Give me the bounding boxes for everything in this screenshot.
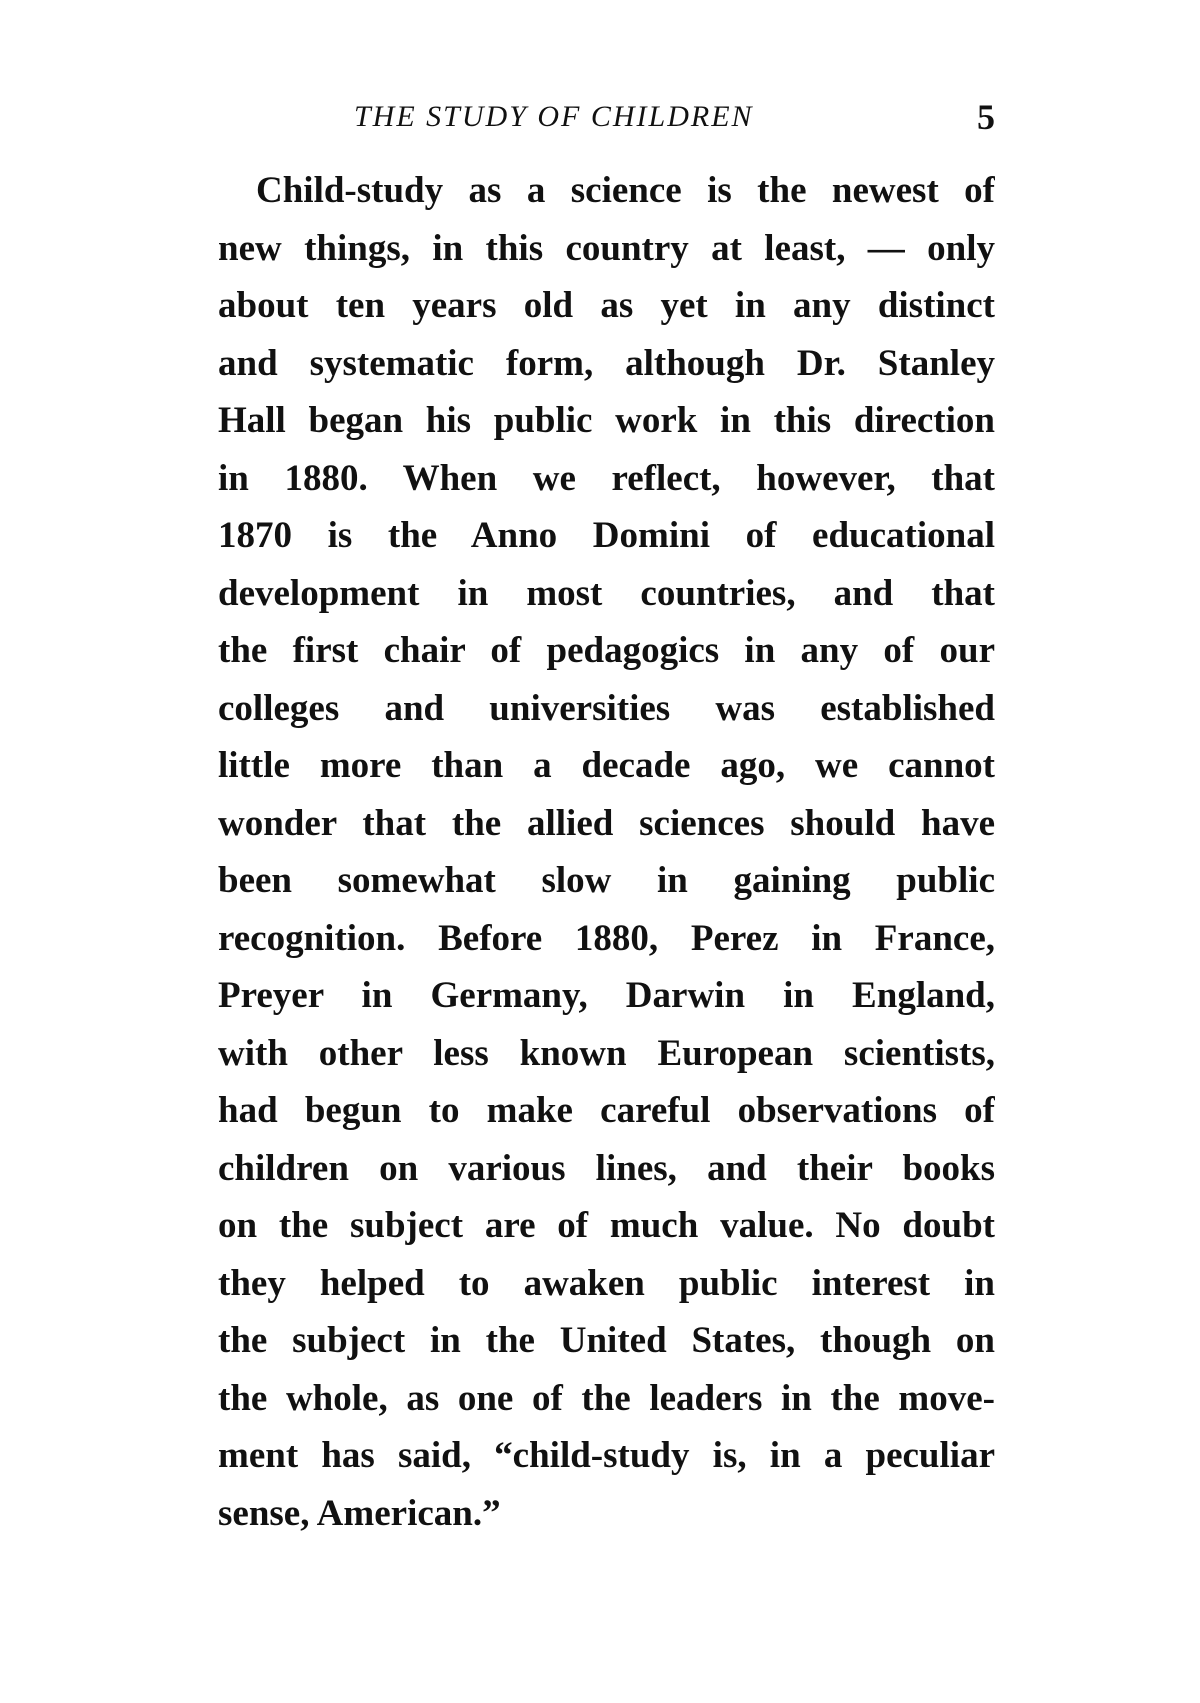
text-line: on the subject are of much value. No doubt: [218, 1205, 995, 1246]
text-line: sense, American.”: [218, 1492, 501, 1534]
running-title: THE STUDY OF CHILDREN: [354, 100, 754, 133]
text-line: the whole, as one of the leaders in the move-: [218, 1377, 995, 1419]
text-line: wonder that the allied sciences should have: [218, 802, 995, 844]
text-line: new things, in this country at least, — only: [218, 227, 995, 269]
text-line: the subject in the United States, though on: [218, 1320, 995, 1361]
text-line: 1870 is the Anno Domini of educational: [218, 515, 995, 556]
text-line: ment has said, “child-study is, in a peculiar: [218, 1435, 995, 1476]
text-line: had begun to make careful observations of: [218, 1090, 995, 1131]
text-line: they helped to awaken public interest in: [218, 1262, 995, 1304]
text-line: been somewhat slow in gaining public: [218, 860, 995, 901]
text-line: little more than a decade ago, we cannot: [218, 745, 995, 786]
text-line: with other less known European scientists,: [218, 1032, 995, 1074]
text-line: Hall began his public work in this direction: [218, 400, 995, 441]
text-line: Child-study as a science is the newest of: [256, 170, 995, 211]
text-line: Preyer in Germany, Darwin in England,: [218, 975, 995, 1016]
text-line: and systematic form, although Dr. Stanley: [218, 342, 995, 384]
text-line: colleges and universities was established: [218, 687, 995, 729]
running-head: [218, 92, 995, 142]
page-number: 5: [977, 97, 995, 137]
text-line: the first chair of pedagogics in any of our: [218, 630, 995, 671]
text-line: development in most countries, and that: [218, 572, 995, 614]
text-line: children on various lines, and their books: [218, 1147, 995, 1189]
text-line: about ten years old as yet in any distinct: [218, 285, 995, 326]
text-line: in 1880. When we reflect, however, that: [218, 457, 995, 499]
body-paragraph: [218, 162, 995, 1542]
text-line: recognition. Before 1880, Perez in France,: [218, 917, 995, 959]
